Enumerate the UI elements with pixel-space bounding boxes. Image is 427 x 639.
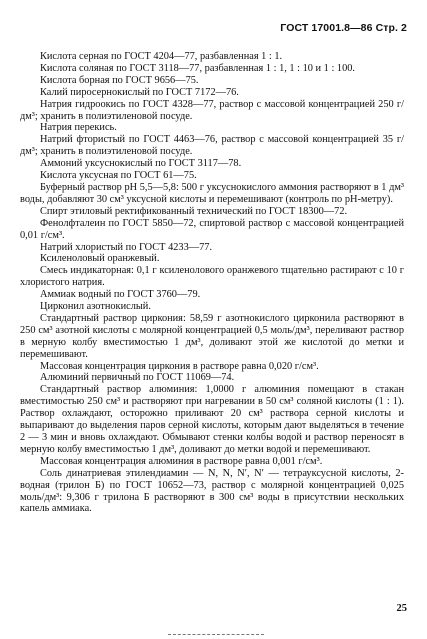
paragraph: Массовая концентрация алюминия в растворе равна 0,001 г/см³. — [40, 455, 323, 467]
paragraph: Соль динатриевая этилендиамин — N, N, N′, N′ — тетрауксусной кислоты, 2-водная (трилон Б) по ГОСТ 10652—73, раствор с молярной концентрацией 0,025 моль/дм³: 9,306 г трилона Б растворяют в 300 см³ воды в присутствии нескольких капель аммиака. — [20, 467, 404, 515]
paragraph: Кислота соляная по ГОСТ 3118—77, разбавленная 1 : 1, 1 : 10 и 1 : 100. — [40, 62, 355, 74]
paragraph: Аммиак водный по ГОСТ 3760—79. — [40, 289, 201, 301]
paragraph: Стандартный раствор циркония: 58,59 г азотнокислого цирконила растворяют в 250 см³ азотной кислоты с молярной концентрацией 0,5 моль/дм³, переливают раствор в мерную колбу вместимостью 1 дм³, доливают этой же кислотой до метки и перемешивают. — [20, 312, 404, 360]
paragraph: Цирконил азотнокислый. — [40, 301, 151, 313]
paragraph: Натрия перекись. — [40, 122, 117, 134]
paragraph: Кислота серная по ГОСТ 4204—77, разбавленная 1 : 1. — [40, 51, 283, 62]
page-number: 25 — [396, 603, 407, 614]
paragraph: Кислота борная по ГОСТ 9656—75. — [40, 74, 199, 86]
paragraph: Аммоний уксуснокислый по ГОСТ 3117—78. — [40, 158, 242, 170]
paragraph: Смесь индикаторная: 0,1 г ксиленолового оранжевого тщательно растирают с 10 г хлористого натрия. — [20, 265, 404, 289]
paragraph: Массовая концентрация циркония в растворе равна 0,020 г/см³. — [40, 360, 319, 372]
footer-divider — [168, 634, 264, 635]
paragraph: Стандартный раствор алюминия: 1,0000 г алюминия помещают в стакан вместимостью 250 см³ и растворяют при нагревании в 50 см³ соляной кислоты (1 : 1). Раствор охлаждают, осторожно приливают 20 см³ раствора серной кислоты и выпаривают до выделения паров серной кислоты, которым дают выделяться в течение 2 — 3 мин и вновь охлаждают. Обмывают стенки колбы водой и раствор переносят в мерную колбу вместимостью 1 дм³, доливают до метки водой и перемешивают. — [20, 384, 404, 455]
paragraph: Алюминий первичный по ГОСТ 11069—74. — [40, 372, 235, 384]
paragraph: Натрий хлористый по ГОСТ 4233—77. — [40, 241, 213, 253]
paragraph: Кислота уксусная по ГОСТ 61—75. — [40, 170, 197, 182]
paragraph: Ксиленоловый оранжевый. — [40, 253, 160, 265]
paragraph: Фенолфталеин по ГОСТ 5850—72, спиртовой раствор с массовой концентрацией 0,01 г/см³. — [20, 217, 404, 241]
paragraph: Натрий фтористый по ГОСТ 4463—76, раствор с массовой концентрацией 35 г/дм³; хранить в полиэтиленовой посуде. — [20, 134, 404, 158]
paragraph: Натрия гидроокись по ГОСТ 4328—77, раствор с массовой концентрацией 250 г/дм³; хранить в полиэтиленовой посуде. — [20, 98, 404, 122]
paragraph: Буферный раствор pH 5,5—5,8: 500 г уксуснокислого аммония растворяют в 1 дм³ воды, добавляют 30 см³ уксусной кислоты и перемешивают (контроль по pH-метру). — [20, 181, 404, 205]
paragraph: Спирт этиловый ректификованный технический по ГОСТ 18300—72. — [40, 205, 348, 217]
running-header: ГОСТ 17001.8—86 Стр. 2 — [280, 22, 407, 34]
paragraph: Калий пиросернокислый по ГОСТ 7172—76. — [40, 86, 239, 98]
body-text — [20, 51, 404, 515]
